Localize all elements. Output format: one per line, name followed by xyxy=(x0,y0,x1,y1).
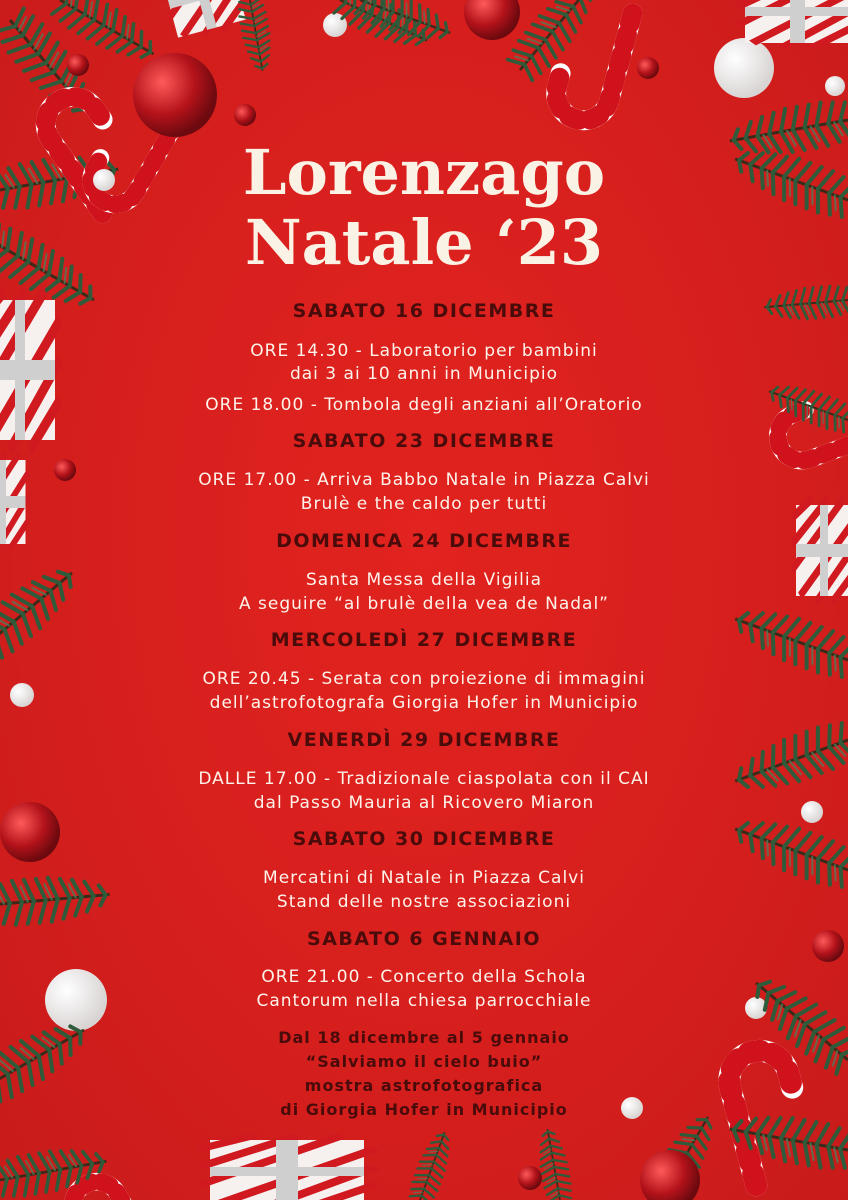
exhibition-note-line: di Giorgia Hofer in Municipio xyxy=(280,1100,568,1119)
event-line: ORE 17.00 - Arriva Babbo Natale in Piazza Calvi xyxy=(198,470,650,490)
exhibition-note-line: “Salviamo il cielo buio” xyxy=(305,1052,543,1071)
event-day-heading: SABATO 16 DICEMBRE xyxy=(292,300,556,322)
event-day-heading: SABATO 23 DICEMBRE xyxy=(292,430,556,452)
event-day-heading: SABATO 30 DICEMBRE xyxy=(292,828,556,850)
event-day-heading: VENERDÌ 29 DICEMBRE xyxy=(287,729,561,751)
poster-title-line2: Natale ‘23 xyxy=(244,206,604,279)
poster-title-line1: Lorenzago xyxy=(242,136,606,209)
event-day-heading: SABATO 6 GENNAIO xyxy=(307,928,541,950)
event-line: dell’astrofotografa Giorgia Hofer in Municipio xyxy=(209,693,639,713)
event-day-heading: MERCOLEDÌ 27 DICEMBRE xyxy=(270,629,578,651)
event-line: DALLE 17.00 - Tradizionale ciaspolata con il CAI xyxy=(198,769,650,789)
event-line: Santa Messa della Vigilia xyxy=(305,570,542,590)
exhibition-note-line: Dal 18 dicembre al 5 gennaio xyxy=(278,1028,570,1047)
event-line: ORE 20.45 - Serata con proiezione di immagini xyxy=(202,669,646,689)
event-line: dai 3 ai 10 anni in Municipio xyxy=(289,364,559,384)
event-line: dal Passo Mauria al Ricovero Miaron xyxy=(253,793,595,813)
event-line: Cantorum nella chiesa parrocchiale xyxy=(256,991,592,1011)
event-line: Mercatini di Natale in Piazza Calvi xyxy=(263,868,585,888)
event-day-heading: DOMENICA 24 DICEMBRE xyxy=(276,530,572,552)
event-line: Brulè e the caldo per tutti xyxy=(300,494,548,514)
event-line: ORE 14.30 - Laboratorio per bambini xyxy=(250,341,598,361)
event-line: Stand delle nostre associazioni xyxy=(276,892,572,912)
event-line: ORE 21.00 - Concerto della Schola xyxy=(261,967,587,987)
event-line: A seguire “al brulè della vea de Nadal” xyxy=(239,594,609,614)
exhibition-note-line: mostra astrofotografica xyxy=(304,1076,544,1095)
event-line: ORE 18.00 - Tombola degli anziani all’Oratorio xyxy=(205,395,643,415)
